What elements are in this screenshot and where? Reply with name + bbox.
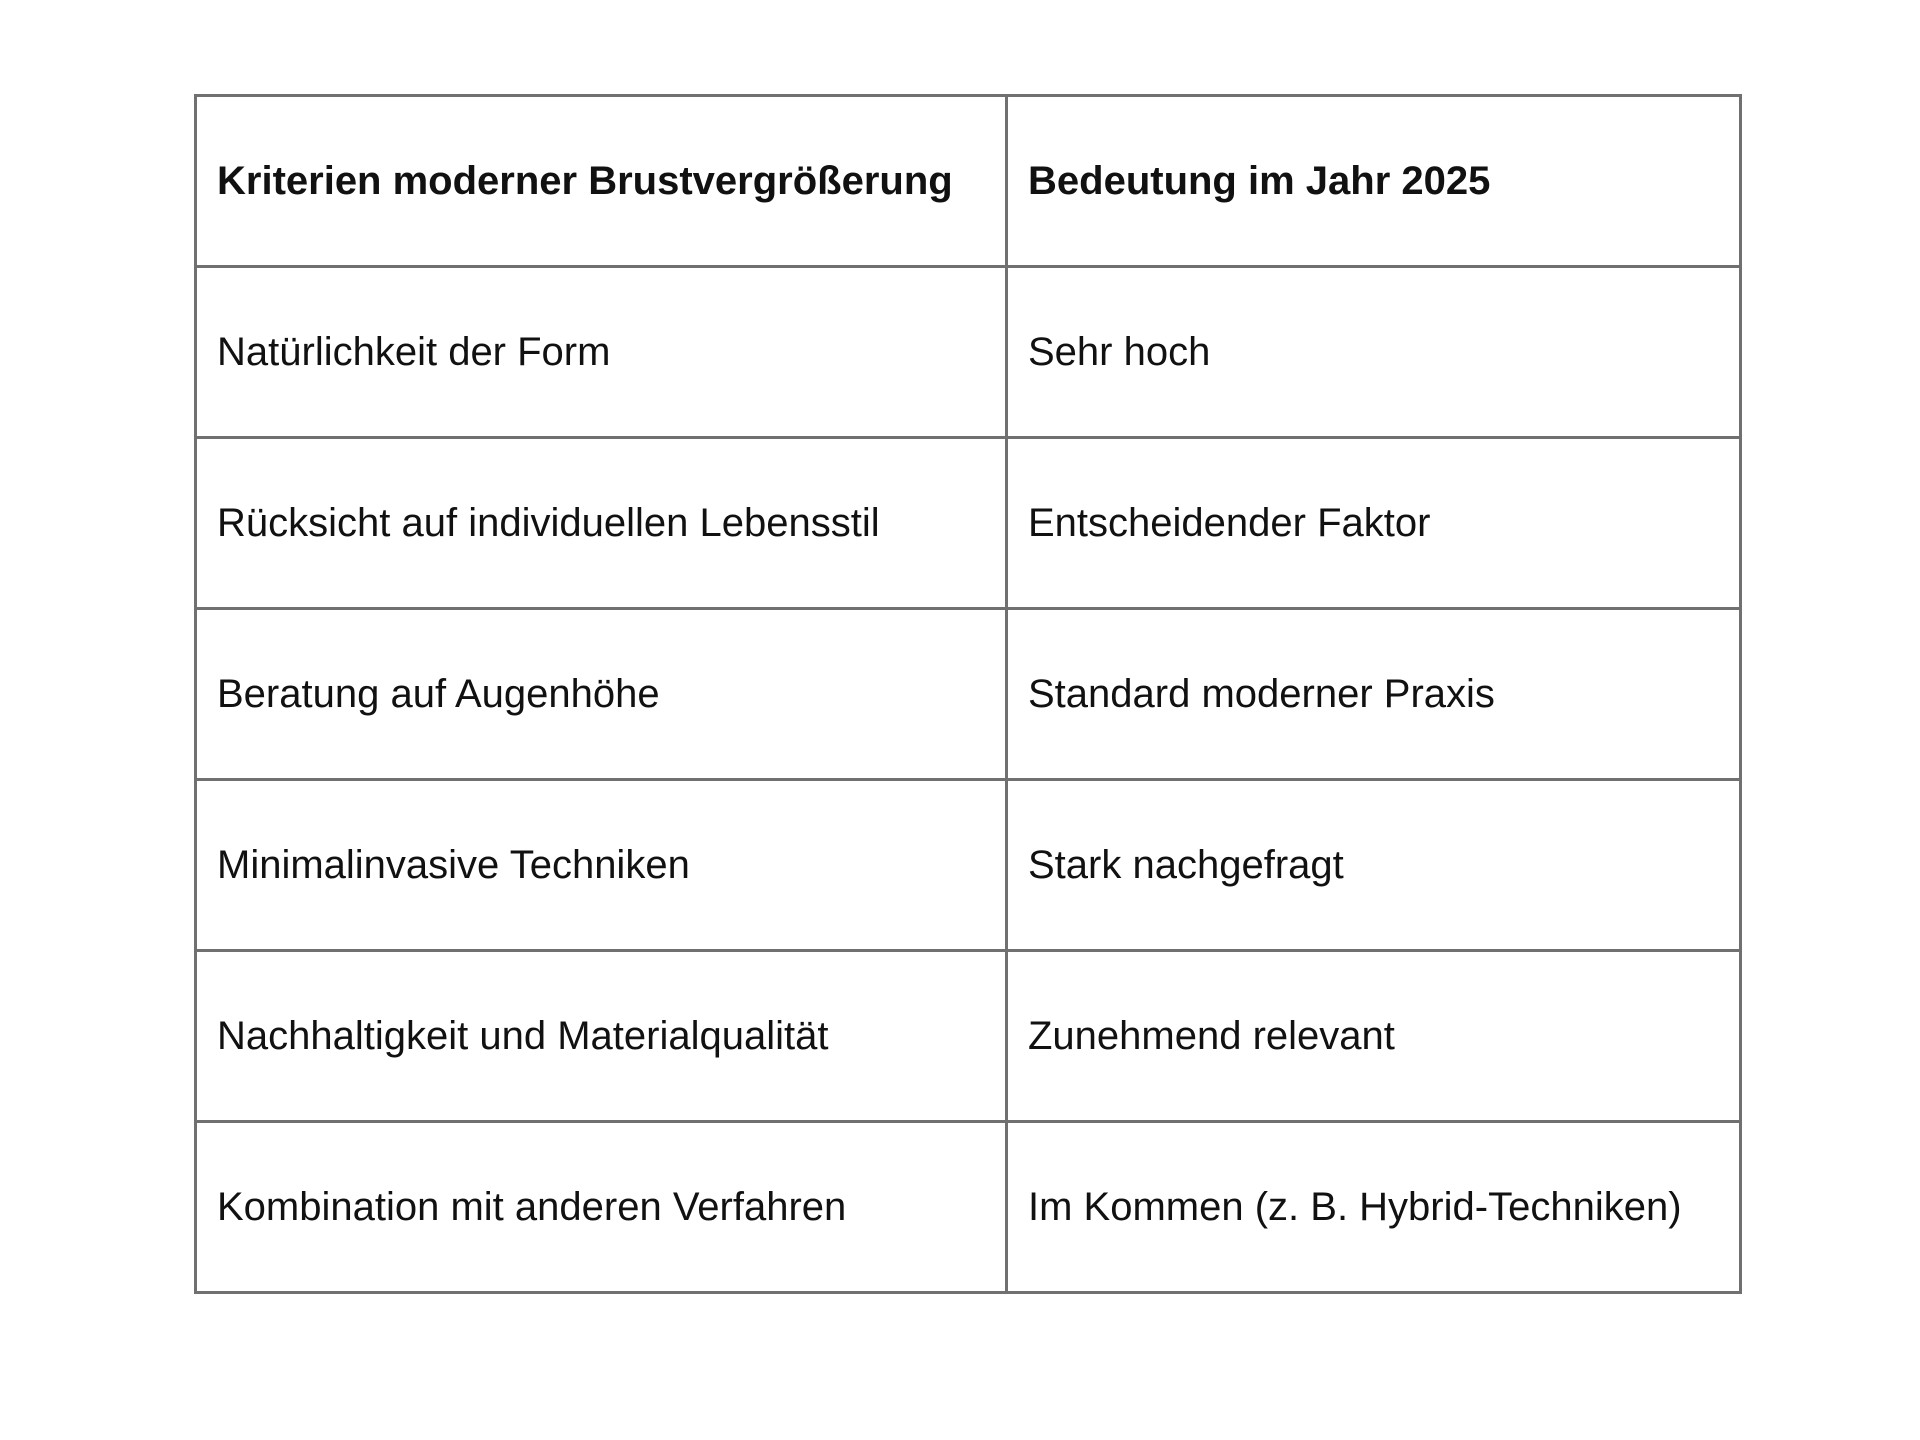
importance-cell: Im Kommen (z. B. Hybrid-Techniken) [1007,1122,1741,1293]
criterion-cell: Beratung auf Augenhöhe [196,609,1007,780]
importance-cell: Zunehmend relevant [1007,951,1741,1122]
criterion-cell: Kombination mit anderen Verfahren [196,1122,1007,1293]
header-importance: Bedeutung im Jahr 2025 [1007,96,1741,267]
table-row [196,438,1741,609]
table-row [196,1122,1741,1293]
table-row [196,780,1741,951]
criterion-cell: Minimalinvasive Techniken [196,780,1007,951]
importance-cell: Stark nachgefragt [1007,780,1741,951]
importance-cell: Sehr hoch [1007,267,1741,438]
criterion-cell: Natürlichkeit der Form [196,267,1007,438]
header-criteria: Kriterien moderner Brustvergrößerung [196,96,1007,267]
table-row [196,951,1741,1122]
importance-cell: Entscheidender Faktor [1007,438,1741,609]
criteria-table [194,94,1742,1294]
table-header-row [196,96,1741,267]
importance-cell: Standard moderner Praxis [1007,609,1741,780]
criterion-cell: Rücksicht auf individuellen Lebensstil [196,438,1007,609]
table-row [196,609,1741,780]
table-row [196,267,1741,438]
criterion-cell: Nachhaltigkeit und Materialqualität [196,951,1007,1122]
